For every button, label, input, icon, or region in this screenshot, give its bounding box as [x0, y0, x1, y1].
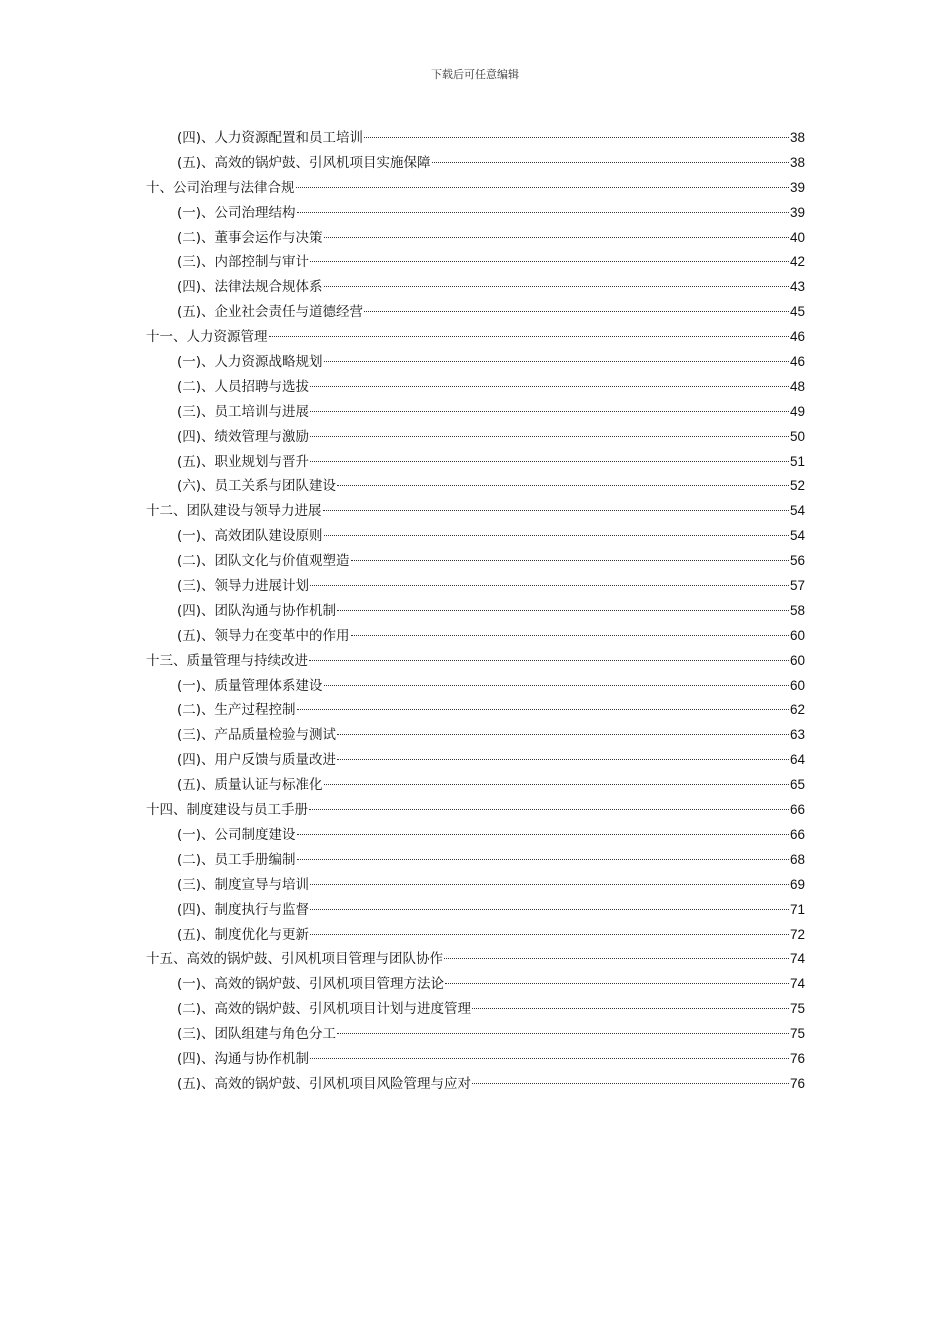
toc-entry-page: 72: [789, 926, 805, 942]
toc-entry-title: (一)、高效的锅炉鼓、引风机项目管理方法论: [177, 976, 445, 993]
toc-entry[interactable]: [146, 848, 805, 873]
toc-entry[interactable]: [146, 698, 805, 723]
toc-leader-dots: [324, 360, 789, 362]
toc-entry-page: 49: [789, 403, 805, 419]
toc-entry-page: 46: [789, 354, 805, 370]
toc-entry[interactable]: [146, 624, 805, 649]
toc-entry-title: (三)、领导力进展计划: [177, 578, 310, 595]
toc-leader-dots: [309, 659, 789, 661]
toc-leader-dots: [337, 733, 789, 735]
toc-entry-page: 45: [789, 304, 805, 320]
toc-entry-page: 57: [789, 578, 805, 594]
toc-leader-dots: [296, 186, 789, 188]
toc-leader-dots: [297, 833, 789, 835]
toc-leader-dots: [310, 584, 789, 586]
toc-leader-dots: [323, 509, 789, 511]
toc-leader-dots: [444, 957, 789, 959]
toc-entry[interactable]: [146, 1072, 805, 1097]
table-of-contents: [146, 126, 805, 1097]
toc-entry-page: 43: [789, 279, 805, 295]
toc-leader-dots: [310, 410, 789, 412]
toc-entry-page: 74: [789, 951, 805, 967]
toc-entry-page: 60: [789, 627, 805, 643]
toc-leader-dots: [337, 1032, 789, 1034]
toc-entry-title: (三)、团队组建与角色分工: [177, 1026, 337, 1043]
toc-entry[interactable]: [146, 474, 805, 499]
toc-entry[interactable]: [146, 873, 805, 898]
toc-entry-title: (四)、绩效管理与激励: [177, 428, 310, 445]
toc-entry-title: (三)、产品质量检验与测试: [177, 727, 337, 744]
toc-entry-page: 60: [789, 652, 805, 668]
toc-leader-dots: [297, 211, 789, 213]
toc-entry-page: 62: [789, 702, 805, 718]
toc-leader-dots: [324, 783, 789, 785]
toc-entry-title: (五)、高效的锅炉鼓、引风机项目风险管理与应对: [177, 1075, 472, 1092]
toc-entry-title: (三)、员工培训与进展: [177, 403, 310, 420]
toc-leader-dots: [310, 1057, 789, 1059]
toc-entry[interactable]: [146, 972, 805, 997]
toc-entry-page: 54: [789, 503, 805, 519]
toc-entry-title: (四)、人力资源配置和员工培训: [177, 130, 364, 146]
page-header: 下载后可任意编辑: [431, 68, 519, 81]
toc-leader-dots: [310, 883, 789, 885]
toc-entry-title: (四)、制度执行与监督: [177, 901, 310, 918]
toc-entry-title: (三)、制度宣导与培训: [177, 876, 310, 893]
toc-leader-dots: [324, 285, 789, 287]
toc-entry-page: 74: [789, 976, 805, 992]
toc-entry[interactable]: [146, 275, 805, 300]
toc-entry[interactable]: [146, 400, 805, 425]
toc-entry-title: (一)、公司治理结构: [177, 204, 296, 221]
toc-entry[interactable]: [146, 126, 805, 151]
toc-leader-dots: [364, 136, 789, 138]
toc-entry-title: (二)、团队文化与价值观塑造: [177, 553, 350, 570]
toc-entry[interactable]: [146, 947, 805, 972]
toc-entry[interactable]: [146, 898, 805, 923]
toc-entry[interactable]: [146, 798, 805, 823]
toc-entry[interactable]: [146, 250, 805, 275]
toc-entry-title: (五)、高效的锅炉鼓、引风机项目实施保障: [177, 154, 431, 171]
toc-entry-title: (二)、高效的锅炉鼓、引风机项目计划与进度管理: [177, 1001, 472, 1018]
toc-entry-page: 39: [789, 204, 805, 220]
toc-entry-title: (六)、员工关系与团队建设: [177, 478, 337, 495]
toc-entry-page: 75: [789, 1001, 805, 1017]
toc-entry-title: (四)、团队沟通与协作机制: [177, 602, 337, 619]
toc-leader-dots: [432, 161, 789, 163]
toc-entry[interactable]: [146, 151, 805, 176]
toc-entry-page: 69: [789, 876, 805, 892]
toc-entry-title: (二)、员工手册编制: [177, 851, 296, 868]
toc-entry[interactable]: [146, 325, 805, 350]
toc-entry-page: 38: [789, 154, 805, 170]
toc-leader-dots: [337, 484, 789, 486]
toc-entry-title: (四)、法律法规合规体系: [177, 279, 323, 296]
toc-entry-page: 46: [789, 329, 805, 345]
toc-entry[interactable]: [146, 723, 805, 748]
toc-entry-page: 39: [789, 179, 805, 195]
toc-entry[interactable]: [146, 773, 805, 798]
toc-leader-dots: [445, 982, 789, 984]
toc-entry-title: (四)、用户反馈与质量改进: [177, 752, 337, 769]
toc-entry-page: 42: [789, 254, 805, 270]
toc-entry-title: 十五、高效的锅炉鼓、引风机项目管理与团队协作: [146, 951, 443, 968]
toc-entry[interactable]: [146, 226, 805, 251]
toc-leader-dots: [310, 933, 789, 935]
toc-leader-dots: [310, 435, 789, 437]
toc-entry-page: 64: [789, 752, 805, 768]
toc-entry-title: (一)、公司制度建设: [177, 826, 296, 843]
toc-entry[interactable]: [146, 649, 805, 674]
toc-entry-page: 51: [789, 453, 805, 469]
toc-entry-page: 52: [789, 478, 805, 494]
toc-leader-dots: [324, 684, 789, 686]
toc-leader-dots: [324, 236, 789, 238]
toc-entry-title: (三)、内部控制与审计: [177, 254, 310, 271]
toc-entry-page: 58: [789, 602, 805, 618]
toc-entry-title: (四)、沟通与协作机制: [177, 1050, 310, 1067]
toc-leader-dots: [310, 260, 789, 262]
toc-entry-page: 76: [789, 1075, 805, 1091]
toc-entry[interactable]: [146, 524, 805, 549]
toc-entry-title: (五)、领导力在变革中的作用: [177, 627, 350, 644]
toc-entry[interactable]: [146, 823, 805, 848]
toc-entry[interactable]: [146, 599, 805, 624]
toc-entry[interactable]: [146, 1047, 805, 1072]
toc-entry-page: 48: [789, 378, 805, 394]
toc-entry-page: 50: [789, 428, 805, 444]
toc-entry[interactable]: [146, 201, 805, 226]
toc-leader-dots: [351, 559, 789, 561]
toc-entry-page: 38: [789, 130, 805, 145]
toc-leader-dots: [269, 335, 789, 337]
toc-leader-dots: [337, 609, 789, 611]
toc-entry-title: 十三、质量管理与持续改进: [146, 652, 308, 669]
toc-leader-dots: [297, 708, 789, 710]
toc-entry[interactable]: [146, 748, 805, 773]
toc-leader-dots: [309, 808, 789, 810]
toc-entry-title: (二)、董事会运作与决策: [177, 229, 323, 246]
toc-entry-page: 65: [789, 777, 805, 793]
toc-entry-page: 66: [789, 826, 805, 842]
toc-leader-dots: [337, 758, 789, 760]
toc-entry-title: 十一、人力资源管理: [146, 329, 268, 346]
toc-entry-page: 66: [789, 802, 805, 818]
toc-entry-title: (五)、企业社会责任与道德经营: [177, 304, 364, 321]
toc-entry-title: (一)、人力资源战略规划: [177, 354, 323, 371]
toc-leader-dots: [310, 908, 789, 910]
toc-entry[interactable]: [146, 549, 805, 574]
toc-entry[interactable]: [146, 1022, 805, 1047]
toc-entry-title: (五)、制度优化与更新: [177, 926, 310, 943]
toc-entry[interactable]: [146, 176, 805, 201]
toc-entry-title: (五)、质量认证与标准化: [177, 777, 323, 794]
toc-entry-title: (五)、职业规划与晋升: [177, 453, 310, 470]
toc-entry[interactable]: [146, 300, 805, 325]
toc-entry-page: 76: [789, 1050, 805, 1066]
toc-leader-dots: [472, 1082, 789, 1084]
toc-entry[interactable]: [146, 425, 805, 450]
toc-entry-title: 十四、制度建设与员工手册: [146, 802, 308, 819]
toc-entry[interactable]: [146, 997, 805, 1022]
toc-leader-dots: [364, 310, 789, 312]
toc-entry-page: 63: [789, 727, 805, 743]
toc-entry-title: 十二、团队建设与领导力进展: [146, 503, 322, 520]
toc-leader-dots: [472, 1007, 789, 1009]
toc-entry-page: 54: [789, 528, 805, 544]
toc-entry-page: 68: [789, 851, 805, 867]
toc-entry-page: 60: [789, 677, 805, 693]
toc-entry[interactable]: [146, 674, 805, 699]
toc-leader-dots: [351, 634, 789, 636]
toc-entry[interactable]: [146, 375, 805, 400]
toc-leader-dots: [324, 534, 789, 536]
toc-entry-title: (一)、质量管理体系建设: [177, 677, 323, 694]
toc-entry[interactable]: [146, 574, 805, 599]
toc-leader-dots: [310, 460, 789, 462]
toc-leader-dots: [310, 385, 789, 387]
toc-entry-page: 71: [789, 901, 805, 917]
toc-entry-title: (二)、人员招聘与选拔: [177, 378, 310, 395]
toc-leader-dots: [297, 858, 789, 860]
toc-entry-page: 75: [789, 1026, 805, 1042]
toc-entry[interactable]: [146, 923, 805, 948]
toc-entry[interactable]: [146, 450, 805, 475]
toc-entry-page: 40: [789, 229, 805, 245]
toc-entry[interactable]: [146, 499, 805, 524]
toc-entry-title: (一)、高效团队建设原则: [177, 528, 323, 545]
toc-entry-title: 十、公司治理与法律合规: [146, 179, 295, 196]
toc-entry-title: (二)、生产过程控制: [177, 702, 296, 719]
toc-entry-page: 56: [789, 553, 805, 569]
toc-entry[interactable]: [146, 350, 805, 375]
